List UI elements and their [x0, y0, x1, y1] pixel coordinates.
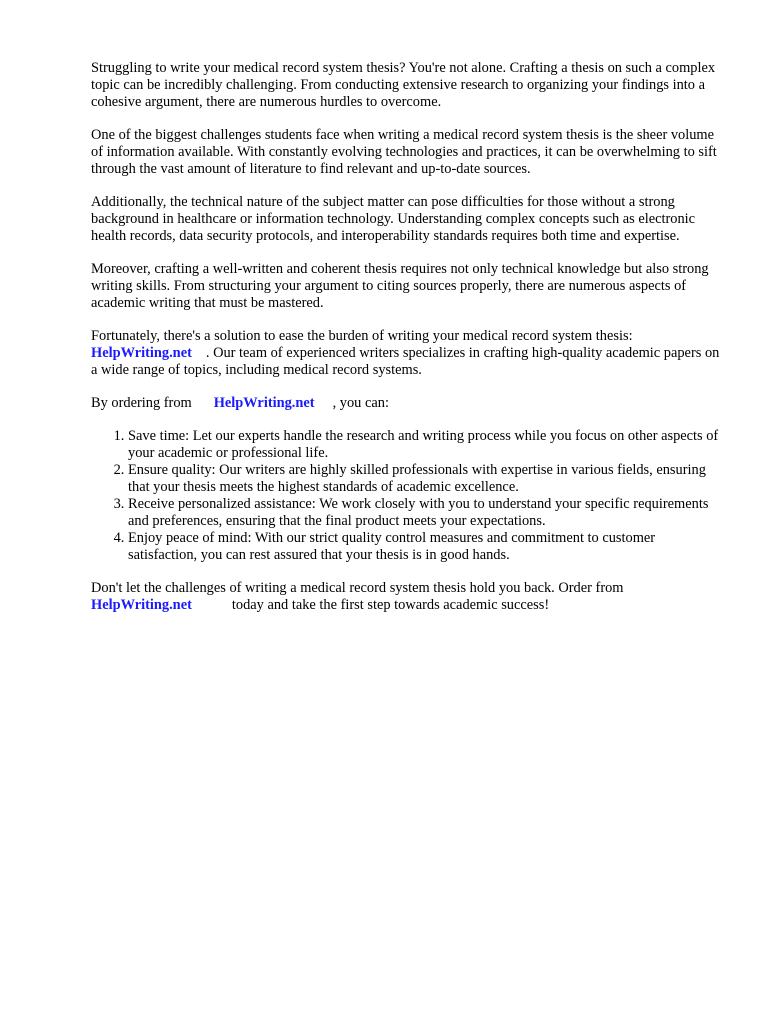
- list-item: 4. Enjoy peace of mind: With our strict quality control measures and commitment to customer satisfaction, you can rest assured that your thesis is in good hands.: [128, 530, 727, 564]
- closing-paragraph: [91, 580, 727, 614]
- list-item: 3. Receive personalized assistance: We work closely with you to understand your specific requirements and preferences, ensuring that the final product meets your expectations.: [128, 496, 727, 530]
- solution-paragraph: [91, 328, 727, 379]
- solution-text-before: Fortunately, there's a solution to ease the burden of writing your medical record system thesis:: [91, 328, 633, 344]
- intro-paragraph: Struggling to write your medical record system thesis? You're not alone. Crafting a thesis on such a complex topic can be incredibly challenging. From conducting extensive research to organizing your findings into a cohesive argument, there are numerous hurdles to overcome.: [91, 60, 716, 110]
- ordering-paragraph: [91, 395, 727, 412]
- list-item: 1. Save time: Let our experts handle the research and writing process while you focus on other aspects of your academic or professional life.: [128, 428, 727, 462]
- document-body: [91, 60, 727, 630]
- challenge-paragraph: One of the biggest challenges students face when writing a medical record system thesis is the sheer volume of information available. With constantly evolving technologies and practices, it can be overwhelming to sift through the vast amount of literature to find relevant and up-to-date sources.: [91, 127, 717, 177]
- ordering-text-after: , you can:: [332, 395, 389, 411]
- closing-text-after: today and take the first step towards academic success!: [231, 597, 550, 613]
- technical-paragraph: Additionally, the technical nature of the subject matter can pose difficulties for those without a strong background in healthcare or information technology. Understanding complex concepts such as electronic health records, data security protocols, and interoperability standards requires both time and expertise.: [91, 194, 696, 244]
- writing-skills-paragraph: Moreover, crafting a well-written and coherent thesis requires not only technical knowledge but also strong writing skills. From structuring your argument to citing sources properly, there are numerous aspects of academic writing that must be mastered.: [91, 261, 709, 311]
- closing-text-before: Don't let the challenges of writing a medical record system thesis hold you back. Order from: [91, 580, 624, 596]
- benefits-list: [91, 428, 727, 564]
- helpwriting-link[interactable]: HelpWriting.net: [91, 345, 192, 361]
- ordering-text-before: By ordering from: [91, 395, 192, 411]
- list-item: 2. Ensure quality: Our writers are highly skilled professionals with expertise in various fields, ensuring that your thesis meets the highest standards of academic excellence.: [128, 462, 727, 496]
- helpwriting-link[interactable]: HelpWriting.net: [213, 395, 315, 411]
- solution-text-after: . Our team of experienced writers specializes in crafting high-quality academic papers on a wide range of topics, including medical record systems.: [91, 345, 720, 378]
- helpwriting-link[interactable]: HelpWriting.net: [91, 597, 192, 613]
